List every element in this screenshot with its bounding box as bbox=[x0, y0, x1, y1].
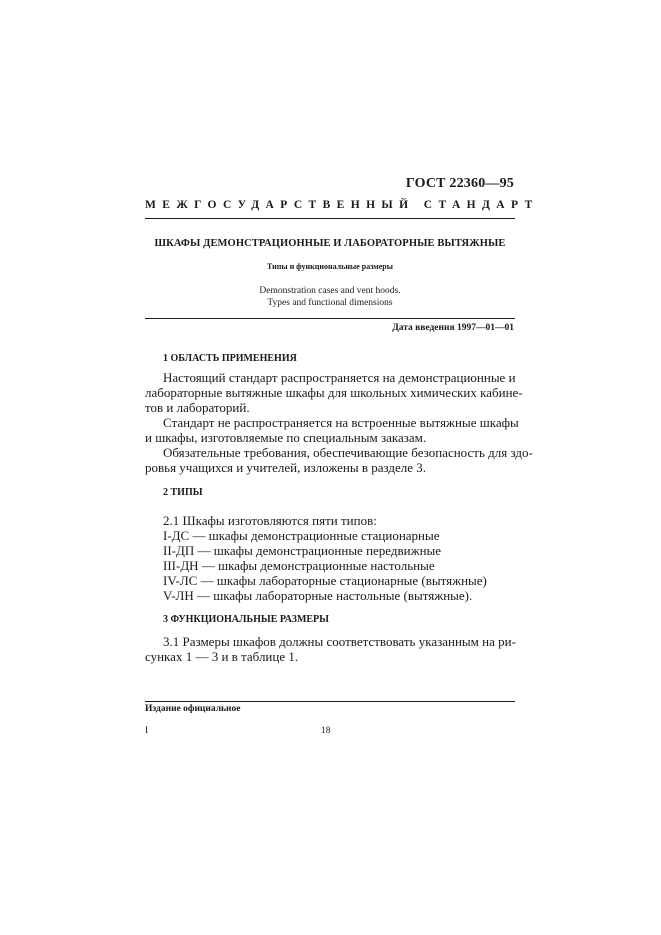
official-edition-label: Издание официальное bbox=[145, 704, 241, 714]
section-1-line: Настоящий стандарт распространяется на демонстрационные и bbox=[163, 370, 516, 385]
english-title-line-1: Demonstration cases and vent hoods. bbox=[259, 286, 401, 296]
section-1-line: тов и лабораторий. bbox=[145, 400, 250, 415]
english-title-line-2: Types and functional dimensions bbox=[267, 298, 393, 308]
section-1-heading: 1 ОБЛАСТЬ ПРИМЕНЕНИЯ bbox=[163, 353, 297, 364]
type-list-item: IV-ЛС — шкафы лабораторные стационарные (вытяжные) bbox=[163, 573, 487, 588]
section-3-line: сунках 1 — 3 и в таблице 1. bbox=[145, 649, 299, 664]
footer-divider bbox=[145, 701, 515, 702]
section-2-heading: 2 ТИПЫ bbox=[163, 487, 203, 498]
type-list-item: V-ЛН — шкафы лабораторные настольные (вытяжные). bbox=[163, 588, 473, 603]
section-2-line: 2.1 Шкафы изготовляются пяти типов: bbox=[163, 513, 377, 528]
title-divider bbox=[145, 318, 515, 319]
type-list-item: II-ДП — шкафы демонстрационные передвижные bbox=[163, 543, 442, 558]
section-1-line: лабораторные вытяжные шкафы для школьных химических кабине- bbox=[145, 385, 523, 400]
part-number: I bbox=[145, 726, 149, 736]
page-number: 18 bbox=[321, 726, 331, 736]
type-list-item: III-ДН — шкафы демонстрационные настольные bbox=[163, 558, 435, 573]
section-1-line: Обязательные требования, обеспечивающие безопасность для здо- bbox=[163, 445, 533, 460]
type-list-item: I-ДС — шкафы демонстрационные стационарные bbox=[163, 528, 440, 543]
standard-designation: ГОСТ 22360—95 bbox=[405, 176, 514, 191]
section-1-line: и шкафы, изготовляемые по специальным заказам. bbox=[145, 430, 427, 445]
section-3-heading: 3 ФУНКЦИОНАЛЬНЫЕ РАЗМЕРЫ bbox=[163, 614, 329, 625]
document-title: ШКАФЫ ДЕМОНСТРАЦИОННЫЕ И ЛАБОРАТОРНЫЕ ВЫТЯЖНЫЕ bbox=[154, 238, 506, 249]
document-subtitle: Типы и функциональные размеры bbox=[266, 262, 394, 271]
introduction-date: Дата введения 1997—01—01 bbox=[392, 323, 514, 333]
interstate-standard-label: МЕЖГОСУДАРСТВЕННЫЙ СТАНДАРТ bbox=[145, 199, 539, 211]
section-1-line: ровья учащихся и учителей, изложены в разделе 3. bbox=[145, 460, 427, 475]
header-divider bbox=[145, 218, 515, 219]
section-3-line: 3.1 Размеры шкафов должны соответствовать указанным на ри- bbox=[163, 634, 516, 649]
section-1-line: Стандарт не распространяется на встроенные вытяжные шкафы bbox=[163, 415, 519, 430]
